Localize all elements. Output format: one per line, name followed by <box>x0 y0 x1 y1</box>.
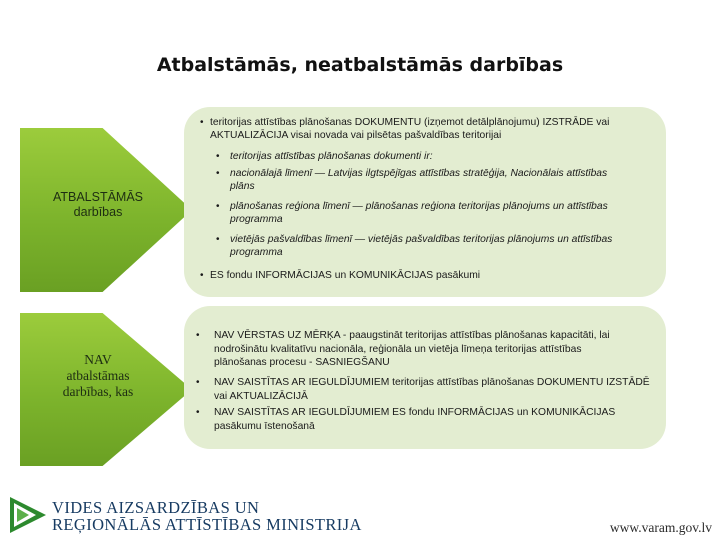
ministry-name-line2: REĢIONĀLĀS ATTĪSTĪBAS MINISTRIJA <box>52 515 362 534</box>
supported-label <box>36 190 160 220</box>
supported-label-line2: darbības <box>73 205 123 219</box>
sub-bullet-marker: • <box>216 234 220 245</box>
sub-bullet-local: vietējās pašvaldības līmenī — vietējās pašvaldības teritorijas plānojums un attīstības programma <box>230 234 613 258</box>
not-supported-label-line1: NAV <box>84 352 112 367</box>
bullet-marker: • <box>200 270 204 281</box>
slide-title: Atbalstāmās, neatbalstāmās darbības <box>156 54 564 76</box>
sub-bullet-marker: • <box>216 201 220 212</box>
sub-bullet-marker: • <box>216 168 220 179</box>
not-supported-label <box>36 352 160 400</box>
ministry-logo-icon <box>6 495 50 535</box>
supported-content-box <box>184 107 666 297</box>
ministry-name-line1: VIDES AIZSARDZĪBAS UN <box>52 498 260 517</box>
sub-bullet-intro: teritorijas attīstības plānošanas dokumenti ir: <box>230 151 433 162</box>
website-url: www.varam.gov.lv <box>609 520 712 535</box>
supported-bullet-info: ES fondu INFORMĀCIJAS un KOMUNIKĀCIJAS pasākumi <box>210 270 481 281</box>
sub-bullet-regional: plānošanas reģiona līmenī — plānošanas reģiona teritorijas plānojums un attīstības programma <box>230 201 608 225</box>
not-supported-bullet-documents: NAV SAISTĪTAS AR IEGULDĪJUMIEM teritorijas attīstības plānošanas DOKUMENTU IZSTĀDĒ vai AKTUALIZĀCIJĀ <box>214 377 650 402</box>
supported-label-line1: ATBALSTĀMĀS <box>52 190 144 204</box>
sub-bullet-national: nacionālajā līmenī — Latvijas ilgtspējīgas attīstības stratēģija, Nacionālais attīstības plāns <box>230 168 608 192</box>
not-supported-bullet-info: NAV SAISTĪTAS AR IEGULDĪJUMIEM ES fondu INFORMĀCIJAS un KOMUNIKĀCIJAS pasākumu īstenošanā <box>214 407 616 432</box>
supported-bullet-documents: teritorijas attīstības plānošanas DOKUMENTU (izņemot detālplānojumu) IZSTRĀDE vai AKTUALIZĀCIJA visai novada vai pilsētas pašvaldības teritorijai <box>210 117 610 141</box>
not-supported-bullet-goal: NAV VĒRSTAS UZ MĒRĶA - paaugstināt teritorijas attīstības plānošanas kapacitāti, lai nodrošinātu kvalitatīvu nacionāla, reģionāla un vietēja līmeņa teritorijas attīstības plānošanas procesu - SASNIEGŠANU <box>214 330 610 368</box>
not-supported-content-box <box>184 306 666 449</box>
not-supported-label-line3: darbības, kas <box>62 384 134 399</box>
sub-bullet-marker: • <box>216 151 220 162</box>
not-supported-label-line2: atbalstāmas <box>66 368 130 383</box>
bullet-marker: • <box>200 117 204 128</box>
bullet-marker: • <box>196 377 200 388</box>
bullet-marker: • <box>196 330 200 341</box>
bullet-marker: • <box>196 407 200 418</box>
